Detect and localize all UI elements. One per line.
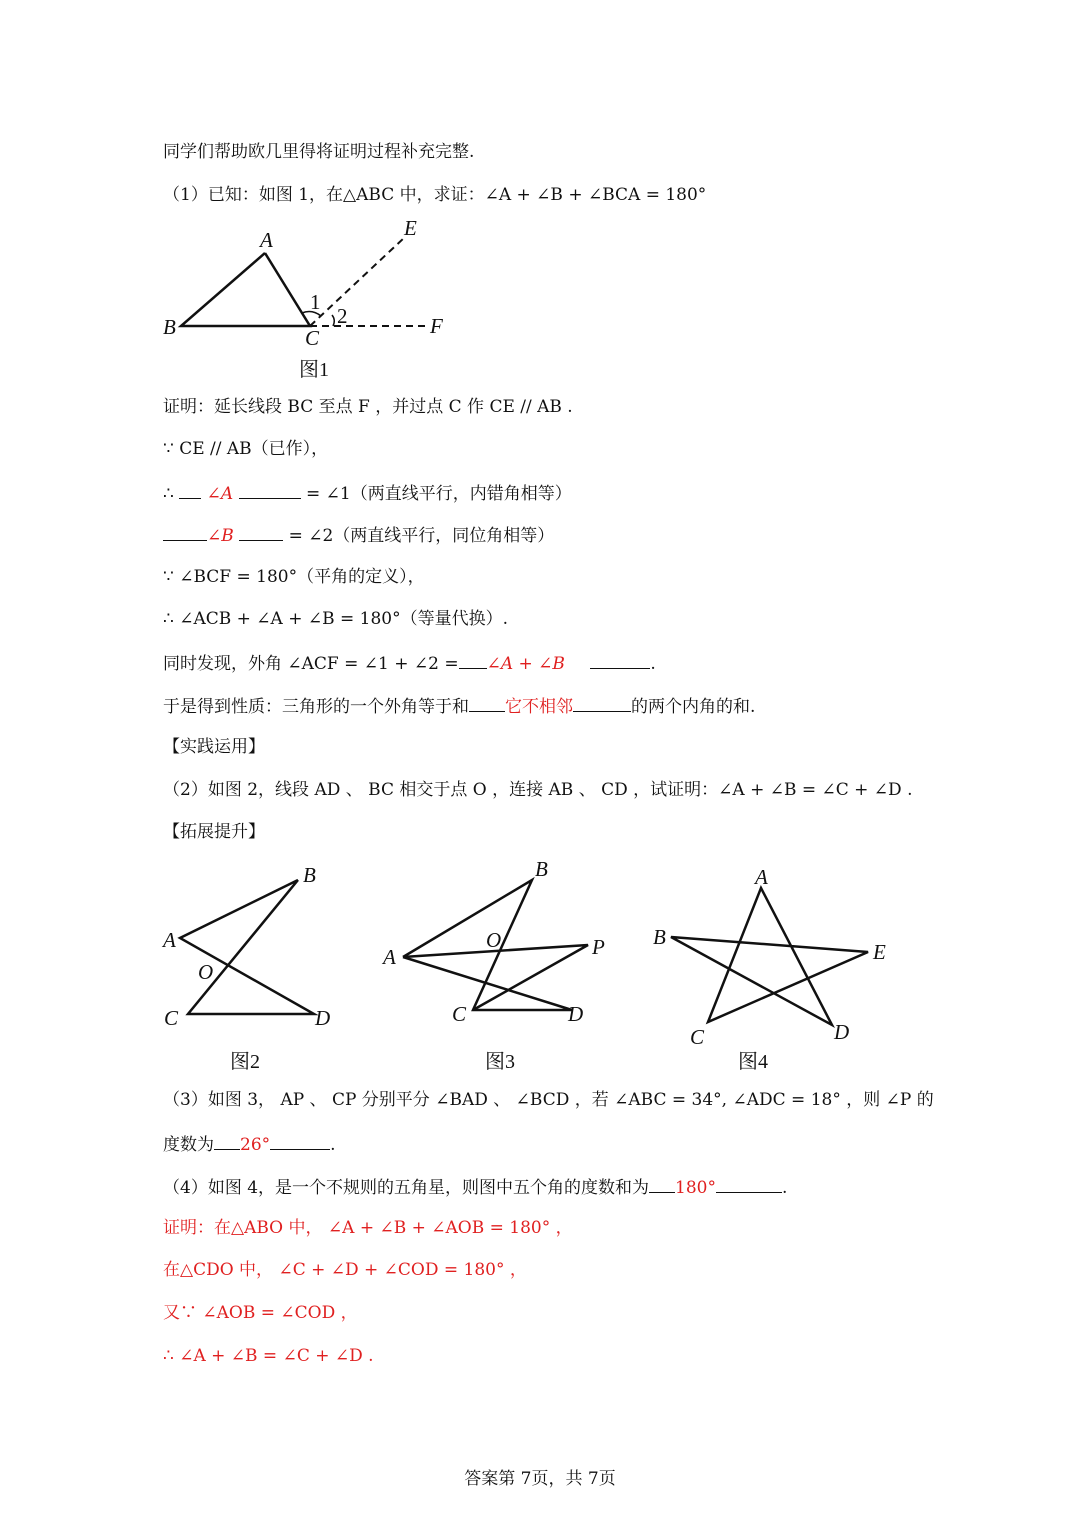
property-suffix: 的两个内角的和. (631, 697, 756, 717)
fig3-label-a: A (383, 945, 396, 969)
fig3-label-b: B (535, 857, 548, 881)
line-ce (310, 237, 405, 326)
fig2-segments (180, 880, 314, 1014)
therefore-line-1 (163, 480, 572, 506)
fig3-label-o: O (486, 928, 502, 952)
property-line (163, 693, 755, 719)
fig2-label-o: O (198, 960, 214, 984)
fig4-label-b: B (653, 925, 666, 949)
answer-angle-a: ∠A (206, 484, 234, 504)
fig4-star (671, 888, 868, 1025)
fig2-label-b: B (303, 863, 316, 887)
therefore-sum: ∴ ∠ACB + ∠A + ∠B = 180°（等量代换）. (163, 609, 509, 629)
property-prefix: 于是得到性质：三角形的一个外角等于和 (163, 697, 469, 717)
equals-angle-1: = ∠1（两直线平行，内错角相等） (305, 484, 572, 504)
section-extend: 【拓展提升】 (163, 822, 265, 842)
figure-4 (650, 858, 900, 1078)
answer-exterior: ∠A + ∠B (486, 654, 565, 674)
answer-non-adjacent: 它不相邻 (505, 697, 573, 717)
since-parallel: ∵ CE // AB（已作）， (163, 439, 329, 459)
exterior-prefix: 同时发现，外角 ∠ACF = ∠1 + ∠2 = (163, 654, 459, 674)
solution-line-3: 又∵ ∠AOB = ∠COD ， (163, 1303, 358, 1323)
solution-line-1: 证明：在△ABO 中， ∠A + ∠B + ∠AOB = 180° ， (163, 1218, 573, 1238)
fig1-label-1: 1 (310, 290, 321, 314)
fig1-caption: 图1 (299, 359, 329, 381)
fig4-caption: 图4 (738, 1051, 768, 1073)
fig1-label-e: E (404, 216, 417, 240)
fig4-label-c: C (690, 1025, 705, 1049)
figure-1 (160, 215, 460, 385)
answer-q4: 180° (675, 1178, 716, 1198)
q4-period: . (782, 1178, 788, 1198)
since-bcf: ∵ ∠BCF = 180°（平角的定义）， (163, 567, 425, 587)
fig2-label-a: A (163, 928, 176, 952)
question-3: （3）如图 3， AP 、 CP 分别平分 ∠BAD 、 ∠BCD ，若 ∠ABC = 34°, ∠ADC = 18° ，则 ∠P 的 (163, 1090, 934, 1110)
question-4 (163, 1174, 787, 1200)
fig1-label-c: C (305, 326, 320, 350)
fig2-label-c: C (164, 1006, 179, 1030)
fig3-label-c: C (452, 1002, 467, 1026)
fig1-label-2: 2 (337, 304, 348, 328)
solution-line-2: 在△CDO 中， ∠C + ∠D + ∠COD = 180° ， (163, 1260, 527, 1280)
fig1-label-f: F (430, 314, 443, 338)
angle-2-arc (332, 315, 334, 326)
fig3-label-p: P (592, 935, 605, 959)
q3-period: . (330, 1135, 336, 1155)
answer-angle-b: ∠B (207, 526, 234, 546)
figure-2 (160, 858, 360, 1078)
solution-line-4: ∴ ∠A + ∠B = ∠C + ∠D . (163, 1346, 374, 1366)
fig3-ap-path (403, 945, 588, 1010)
fig4-label-a: A (755, 865, 768, 889)
fig4-label-d: D (834, 1020, 850, 1044)
exterior-angle-line (163, 650, 656, 676)
page-footer: 答案第 7页，共 7页 (464, 1469, 616, 1489)
exterior-period: . (650, 654, 656, 674)
fig1-label-b: B (163, 315, 176, 339)
question-1: （1）已知：如图 1，在△ABC 中，求证：∠A + ∠B + ∠BCA = 180° (163, 185, 707, 205)
triangle-abc (181, 253, 310, 326)
fig1-label-a: A (260, 228, 273, 252)
fig3-label-d: D (568, 1002, 584, 1026)
fig4-label-e: E (873, 940, 886, 964)
therefore-symbol: ∴ (163, 484, 174, 504)
question-3-answer-line (163, 1131, 336, 1157)
intro-text: 同学们帮助欧几里得将证明过程补充完整. (163, 142, 475, 162)
fig3-caption: 图3 (485, 1051, 515, 1073)
section-practice: 【实践运用】 (163, 737, 265, 757)
therefore-line-2 (163, 522, 554, 548)
q4-prefix: （4）如图 4，是一个不规则的五角星，则图中五个角的度数和为 (163, 1178, 650, 1198)
answer-q3: 26° (240, 1135, 271, 1155)
fig2-caption: 图2 (230, 1051, 260, 1073)
figure-3 (380, 858, 620, 1078)
proof-start: 证明：延长线段 BC 至点 F ，并过点 C 作 CE // AB . (163, 397, 573, 417)
equals-angle-2: = ∠2（两直线平行，同位角相等） (288, 526, 555, 546)
q3-prefix: 度数为 (163, 1135, 214, 1155)
fig2-label-d: D (315, 1006, 331, 1030)
question-2: （2）如图 2，线段 AD 、 BC 相交于点 O ，连接 AB 、 CD ，试证明：∠A + ∠B = ∠C + ∠D . (163, 780, 913, 800)
